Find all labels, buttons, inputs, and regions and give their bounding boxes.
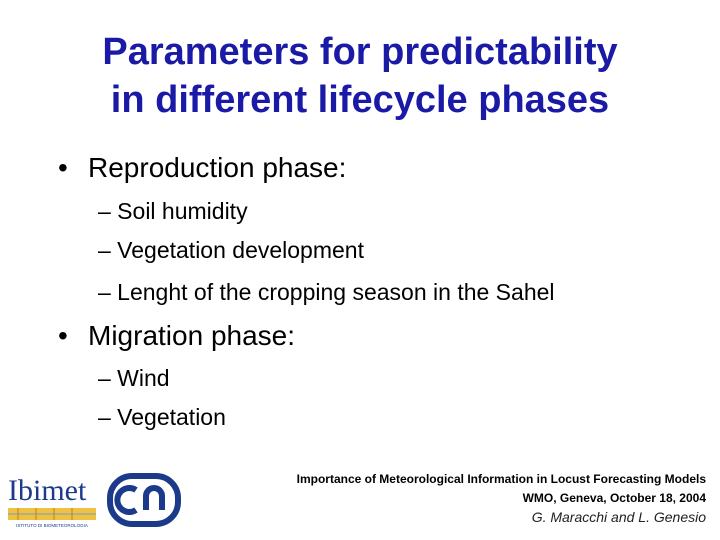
footer-presentation-title: Importance of Meteorological Information in Locust Forecasting Models: [296, 472, 706, 486]
bullet-migration: [58, 320, 295, 352]
bullet-reproduction: [58, 152, 346, 184]
sub-item: – Vegetation: [98, 404, 226, 430]
title-line-1: Parameters for predictability: [102, 31, 618, 73]
ibimet-logo-text: Ibimet: [8, 474, 87, 507]
ibimet-logo-subtitle: ISTITUTO DI BIOMETEOROLOGIA: [16, 523, 88, 528]
sub-item: – Soil humidity: [98, 198, 248, 224]
sub-item: – Lenght of the cropping season in the Sahel: [98, 279, 555, 305]
sub-item: – Vegetation development: [98, 237, 364, 263]
bullet-heading: Migration phase:: [88, 320, 296, 351]
ibimet-logo: [6, 470, 98, 530]
cnr-logo: [106, 472, 182, 528]
sub-item: – Wind: [98, 365, 170, 391]
footer-event: WMO, Geneva, October 18, 2004: [522, 491, 706, 505]
footer: [297, 470, 706, 527]
title-line-2: in different lifecycle phases: [110, 79, 610, 121]
bullet-marker: •: [58, 152, 68, 183]
bullet-marker: •: [58, 320, 68, 351]
bullet-heading: Reproduction phase:: [88, 152, 347, 183]
footer-authors: G. Maracchi and L. Genesio: [531, 509, 706, 525]
